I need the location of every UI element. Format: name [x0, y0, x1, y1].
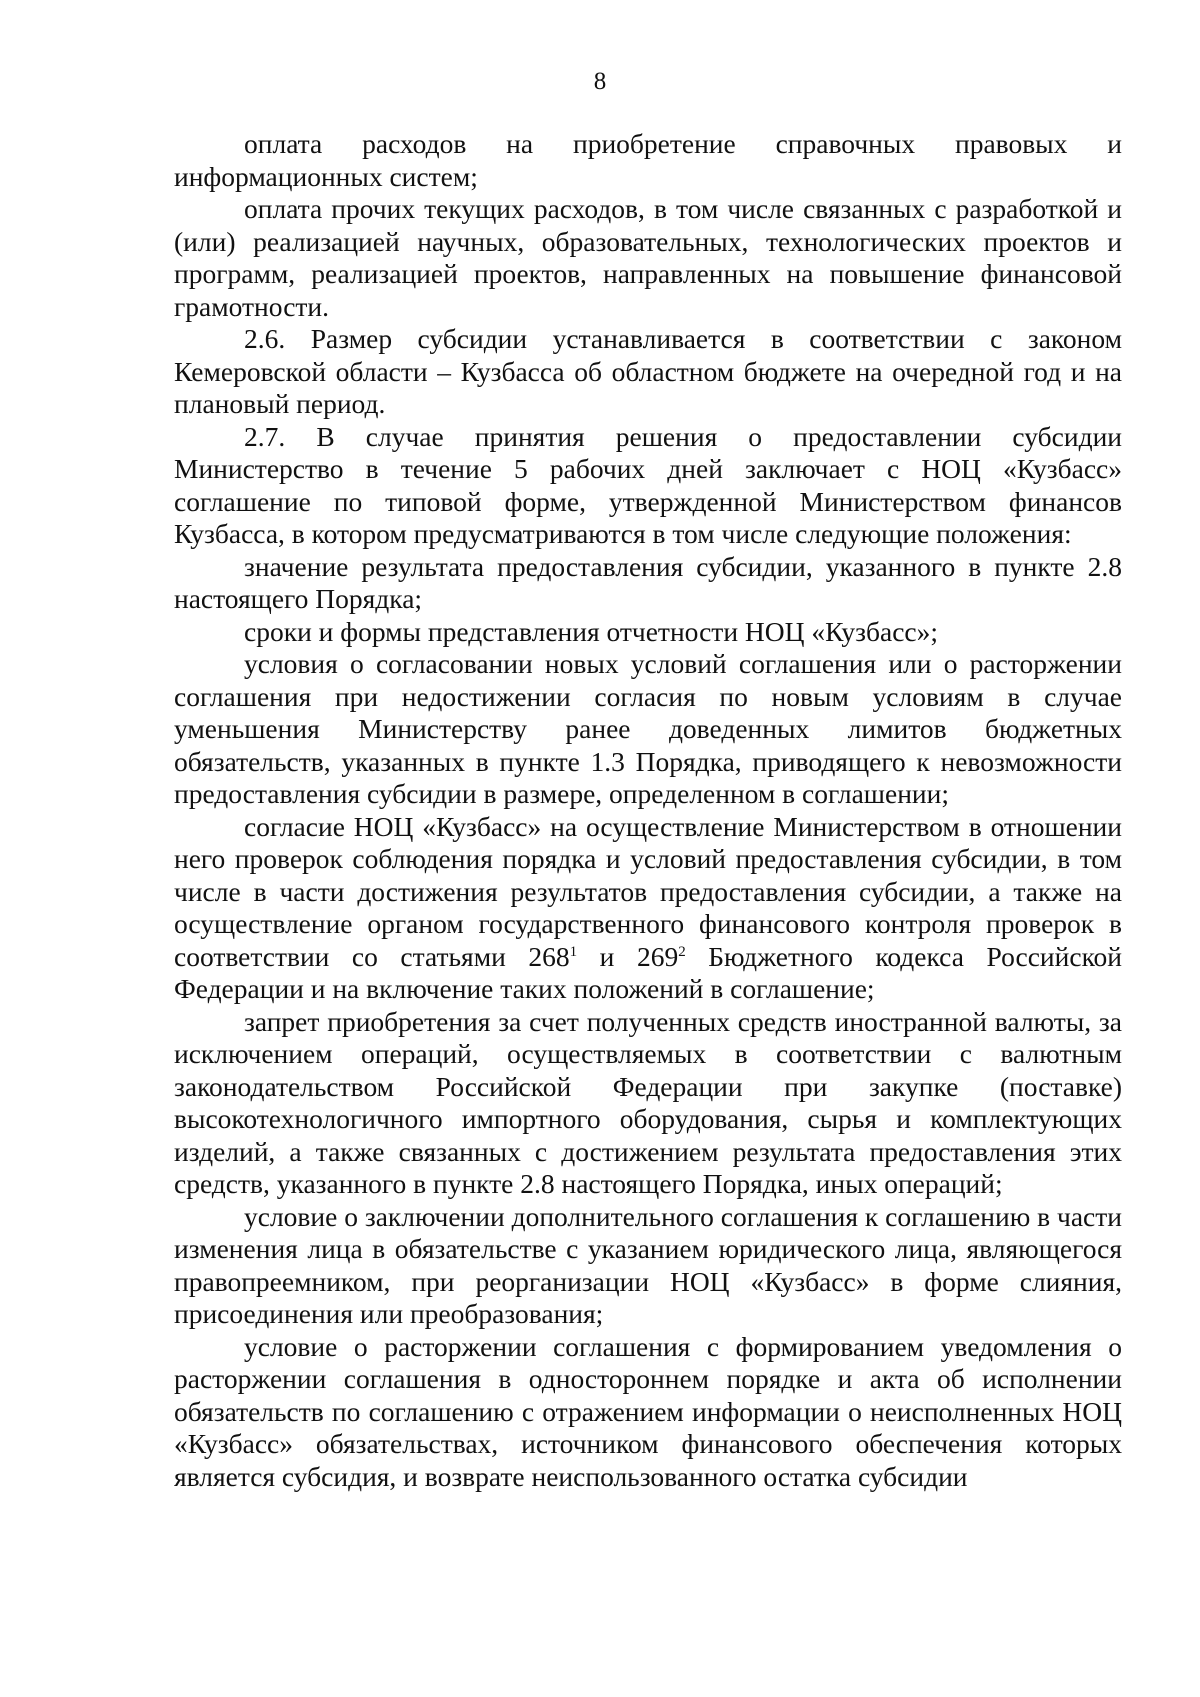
- paragraph-additional-agreement: условие о заключении дополнительного соглашения к соглашению в части изменения лица в обязательстве с указанием юридического лица, являющегося правопреемником, при реорганизации НОЦ «Кузбасс» в форме слияния, присоединения или преобразования;: [174, 1200, 1122, 1329]
- paragraph-result-value: значение результата предоставления субсидии, указанного в пункте 2.8 настоящего Порядка;: [174, 550, 1122, 614]
- article-268-superscript: 1: [569, 943, 578, 960]
- paragraph-clause-2-7: 2.7. В случае принятия решения о предоставлении субсидии Министерство в течение 5 рабочих дней заключает с НОЦ «Кузбасс» соглашение по типовой форме, утвержденной Министерством финансов Кузбасса, в котором предусматриваются в том числе следующие положения:: [174, 420, 1122, 549]
- paragraph-reporting-terms: сроки и формы представления отчетности НОЦ «Кузбасс»;: [244, 615, 938, 647]
- consent-text-before: согласие НОЦ «Кузбасс» на осуществление Министерством в отношении него проверок соблюдения порядка и условий предоставления субсидии, в том числе в части достижения результатов предоставления субсидии, а также на осуществление органом государственного финансового контроля проверок в соответствии со статьями: [174, 810, 1122, 972]
- paragraph-termination: условие о расторжении соглашения с формированием уведомления о расторжении соглашения в одностороннем порядке и акта об исполнении обязательств по соглашению с отражением информации о неисполненных НОЦ «Кузбасс» обязательствах, источником финансового обеспечения которых является субсидия, и возврате неиспользованного остатка субсидии: [174, 1330, 1122, 1492]
- paragraph-legal-systems: оплата расходов на приобретение справочных правовых и информационных систем;: [174, 128, 1122, 192]
- consent-text-after: Бюджетного кодекса Российской Федерации и на включение таких положений в соглашение;: [174, 940, 1122, 1004]
- document-body: [174, 128, 1122, 1493]
- page-number: 8: [593, 68, 607, 95]
- paragraph-other-expenses: оплата прочих текущих расходов, в том числе связанных с разработкой и (или) реализацией научных, образовательных, технологических проектов и программ, реализацией проектов, направленных на повышение финансовой грамотности.: [174, 193, 1122, 322]
- paragraph-new-conditions: условия о согласовании новых условий соглашения или о расторжении соглашения при недостижении согласия по новым условиям в случае уменьшения Министерству ранее доведенных лимитов бюджетных обязательств, указанных в пункте 1.3 Порядка, приводящего к невозможности предоставления субсидии в размере, определенном в соглашении;: [174, 648, 1122, 809]
- paragraph-consent-inspections: [174, 811, 1122, 1006]
- article-268: 268: [528, 940, 570, 972]
- article-269-superscript: 2: [678, 943, 686, 960]
- paragraph-currency-ban: запрет приобретения за счет полученных средств иностранной валюты, за исключением операций, осуществляемых в соответствии с валютным законодательством Российской Федерации при закупке (поставке) высокотехнологичного импортного оборудования, сырья и комплектующих изделий, а также связанных с достижением результата предоставления этих средств, указанного в пункте 2.8 настоящего Порядка, иных операций;: [174, 1005, 1122, 1199]
- consent-conjunction: и: [577, 940, 637, 972]
- paragraph-clause-2-6: 2.6. Размер субсидии устанавливается в соответствии с законом Кемеровской области – Кузбасса об областном бюджете на очередной год и на плановый период.: [174, 323, 1122, 419]
- article-269: 269: [636, 940, 679, 972]
